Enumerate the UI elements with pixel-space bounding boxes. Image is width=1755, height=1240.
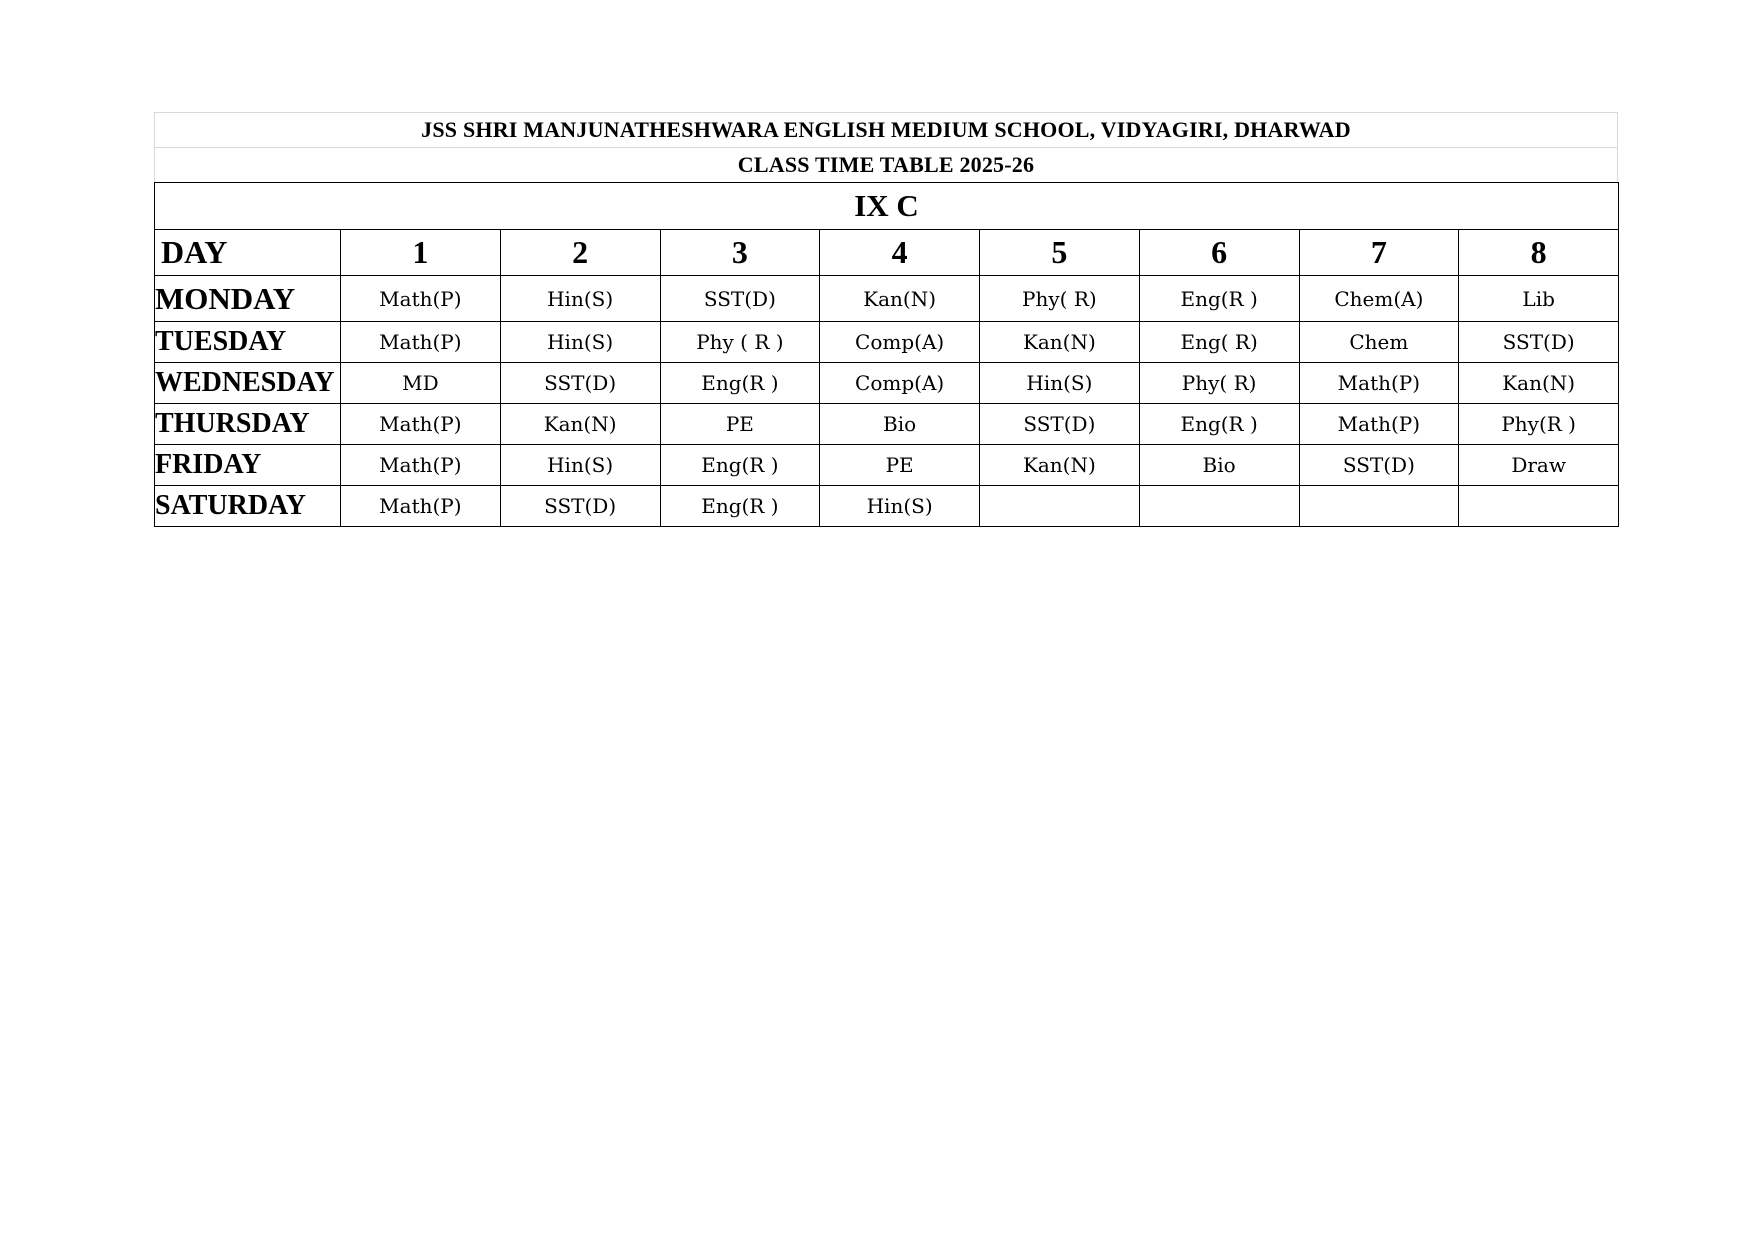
subject-cell: Kan(N)	[1459, 363, 1619, 404]
timetable-subtitle: CLASS TIME TABLE 2025-26	[154, 147, 1618, 182]
timetable-row	[155, 486, 1619, 527]
day-header: DAY	[155, 230, 341, 276]
subject-cell: Bio	[1139, 445, 1299, 486]
subject-cell: Hin(S)	[500, 322, 660, 363]
period-header: 5	[980, 230, 1140, 276]
subject-cell: Eng(R )	[660, 445, 820, 486]
subject-cell: Eng(R )	[660, 363, 820, 404]
subject-cell: Math(P)	[341, 322, 501, 363]
subject-cell: Eng(R )	[1139, 404, 1299, 445]
subject-cell: Math(P)	[1299, 363, 1459, 404]
subject-cell: MD	[341, 363, 501, 404]
subject-cell: Kan(N)	[820, 276, 980, 322]
subject-cell: Hin(S)	[500, 445, 660, 486]
subject-cell	[1139, 486, 1299, 527]
subject-cell	[1299, 486, 1459, 527]
subject-cell: Kan(N)	[980, 445, 1140, 486]
day-cell: SATURDAY	[155, 486, 341, 527]
subject-cell: Kan(N)	[500, 404, 660, 445]
subject-cell: SST(D)	[500, 486, 660, 527]
subject-cell: Math(P)	[341, 445, 501, 486]
subject-cell: Hin(S)	[820, 486, 980, 527]
subject-cell: Chem	[1299, 322, 1459, 363]
subject-cell: Phy(R )	[1459, 404, 1619, 445]
subject-cell: Bio	[820, 404, 980, 445]
subject-cell: Math(P)	[341, 486, 501, 527]
period-header: 1	[341, 230, 501, 276]
subject-cell: Hin(S)	[500, 276, 660, 322]
day-cell: TUESDAY	[155, 322, 341, 363]
subject-cell: SST(D)	[980, 404, 1140, 445]
subject-cell: Phy ( R )	[660, 322, 820, 363]
subject-cell: SST(D)	[500, 363, 660, 404]
subject-cell: Comp(A)	[820, 363, 980, 404]
period-header: 3	[660, 230, 820, 276]
period-header: 7	[1299, 230, 1459, 276]
subject-cell: PE	[820, 445, 980, 486]
day-cell: THURSDAY	[155, 404, 341, 445]
timetable-row	[155, 404, 1619, 445]
timetable-row	[155, 445, 1619, 486]
subject-cell: SST(D)	[660, 276, 820, 322]
day-cell: WEDNESDAY	[155, 363, 341, 404]
subject-cell: Math(P)	[341, 404, 501, 445]
timetable-grid	[154, 182, 1619, 527]
subject-cell: PE	[660, 404, 820, 445]
subject-cell: Math(P)	[341, 276, 501, 322]
day-cell: FRIDAY	[155, 445, 341, 486]
school-name: JSS SHRI MANJUNATHESHWARA ENGLISH MEDIUM SCHOOL, VIDYAGIRI, DHARWAD	[154, 112, 1618, 147]
period-header-row	[155, 230, 1619, 276]
class-name: IX C	[155, 183, 1619, 230]
subject-cell: SST(D)	[1459, 322, 1619, 363]
period-header: 8	[1459, 230, 1619, 276]
subject-cell: SST(D)	[1299, 445, 1459, 486]
subject-cell: Eng( R)	[1139, 322, 1299, 363]
subject-cell: Chem(A)	[1299, 276, 1459, 322]
timetable-sheet	[154, 112, 1618, 527]
subject-cell: Eng(R )	[660, 486, 820, 527]
subject-cell	[1459, 486, 1619, 527]
period-header: 2	[500, 230, 660, 276]
subject-cell: Hin(S)	[980, 363, 1140, 404]
subject-cell: Comp(A)	[820, 322, 980, 363]
subject-cell: Phy( R)	[1139, 363, 1299, 404]
timetable-row	[155, 363, 1619, 404]
subject-cell: Phy( R)	[980, 276, 1140, 322]
subject-cell: Math(P)	[1299, 404, 1459, 445]
timetable-row	[155, 276, 1619, 322]
period-header: 6	[1139, 230, 1299, 276]
subject-cell: Lib	[1459, 276, 1619, 322]
subject-cell: Draw	[1459, 445, 1619, 486]
period-header: 4	[820, 230, 980, 276]
timetable-row	[155, 322, 1619, 363]
subject-cell: Kan(N)	[980, 322, 1140, 363]
day-cell: MONDAY	[155, 276, 341, 322]
class-row	[155, 183, 1619, 230]
subject-cell: Eng(R )	[1139, 276, 1299, 322]
subject-cell	[980, 486, 1140, 527]
